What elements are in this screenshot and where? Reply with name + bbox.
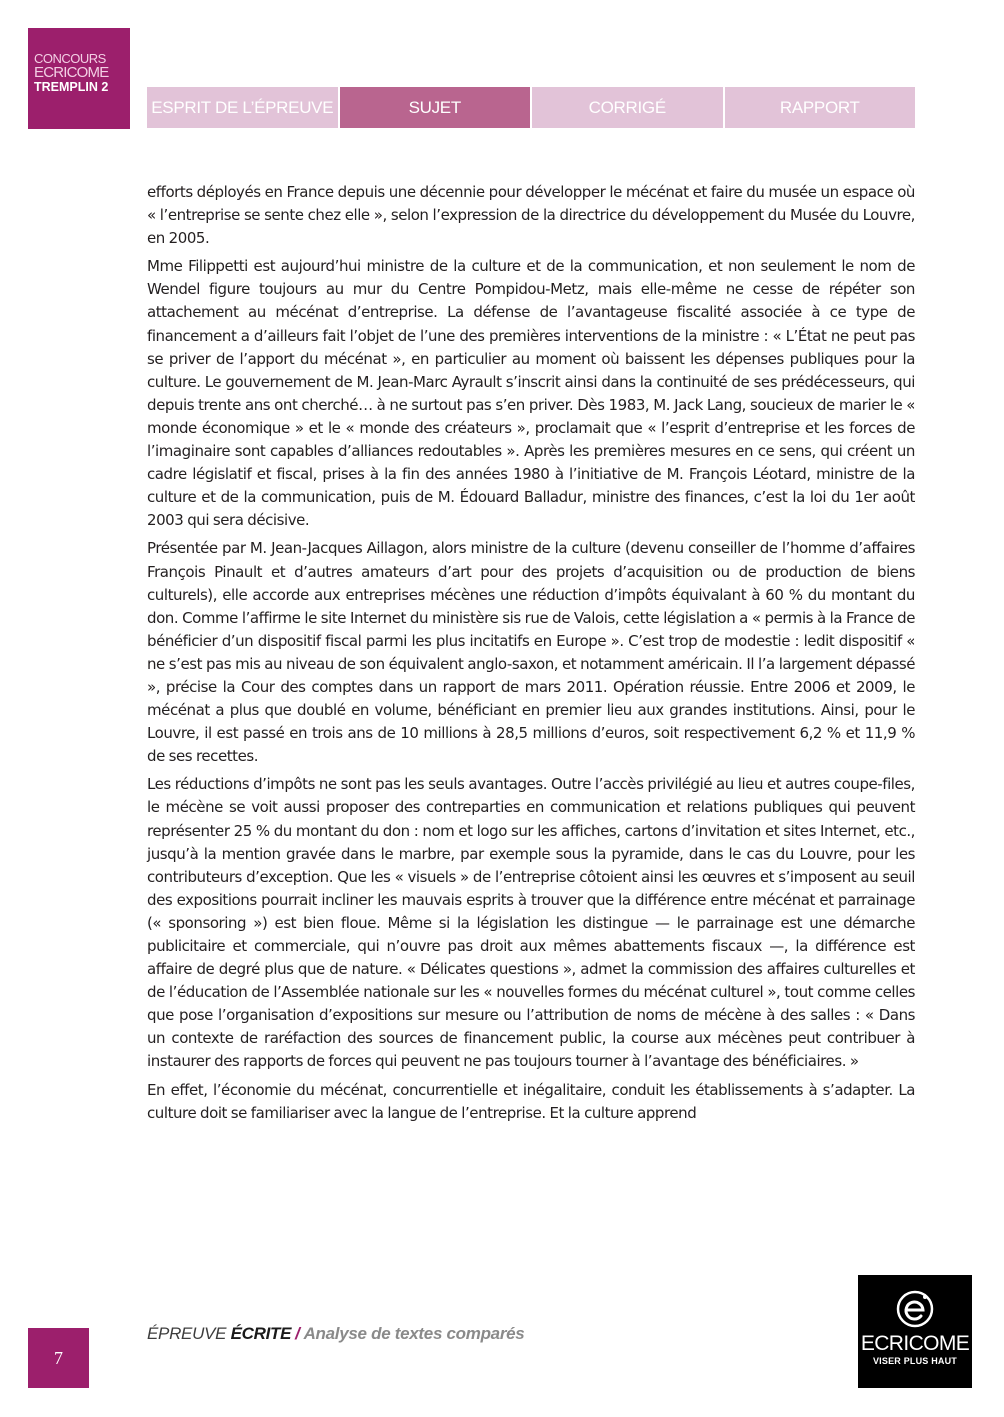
paragraph: En effet, l’économie du mécénat, concurrentielle et inégalitaire, conduit les établissements à s’adapter. La culture doit se familiariser avec la langue de l’entreprise. Et la culture apprend [147, 1080, 915, 1122]
footer-title [147, 1324, 524, 1344]
footer-subtitle: Analyse de textes comparés [303, 1324, 525, 1343]
brand-line-ecricome: ECRICOME [34, 64, 109, 81]
paragraph: efforts déployés en France depuis une décennie pour développer le mécénat et faire du musée un espace où « l’entreprise se sente chez elle », selon l’expression de la directrice du développement du Musée du Louvre, en 2005. [147, 183, 915, 248]
tab-sujet[interactable]: SUJET [340, 87, 531, 128]
concours-brand-box [28, 28, 130, 129]
document-body [147, 181, 915, 1130]
ecricome-logo [858, 1275, 972, 1388]
footer-slash: / [295, 1324, 300, 1343]
footer-prefix: ÉPREUVE [147, 1324, 227, 1343]
tab-rapport[interactable]: RAPPORT [725, 87, 916, 128]
brand-line-concours: CONCOURS [34, 51, 106, 66]
paragraph: Présentée par M. Jean-Jacques Aillagon, alors ministre de la culture (devenu conseiller de l’homme d’affaires François Pinault et d’autres amateurs d’art pour des projets d’acquisition ou de production de biens culturels), elle accorde aux entreprises mécènes une réduction d’impôts équivalant à 60 % du montant du don. Comme l’affirme le site Internet du ministère sis rue de Valois, cette législation a « permis à la France de bénéficier d’un dispositif fiscal parmi les plus incitatifs en Europe ». C’est trop de modestie : ledit dispositif « ne s’est pas mis au niveau de son équivalent anglo-saxon, et notamment américain. Il l’a largement dépassé », précise la Cour des comptes dans un rapport de mars 2011. Opération réussie. Entre 2006 et 2009, le mécénat a plus que doublé en volume, bénéficiant en premier lieu aux grandes institutions. Ainsi, pour le Louvre, il est passé en trois ans de 10 millions à 28,5 millions d’euros, soit respectivement 6,2 % et 11,9 % de ses recettes. [147, 539, 915, 766]
paragraph: Les réductions d’impôts ne sont pas les seuls avantages. Outre l’accès privilégié au lieu et autres coupe-files, le mécène se voit aussi proposer des contreparties en communication et relations publiques qui peuvent représenter 25 % du montant du don : nom et logo sur les affiches, cartons d’invitation et sites Internet, etc., jusqu’à la mention gravée dans le marbre, par exemple sous la pyramide, dans le cas du Louvre, pour les contributeurs d’exception. Que les « visuels » de l’entreprise côtoient ainsi les œuvres et s’imposent au seuil des expositions pourrait incliner les mauvais esprits à trouver que la différence entre mécénat et parrainage (« sponsoring ») est bien floue. Même si la législation les distingue — le parrainage est une démarche publicitaire et commerciale, qui n’ouvre pas droit aux mêmes abattements fiscaux —, la différence est affaire de degré plus que de nature. « Délicates questions », admet la commission des affaires culturelles et de l’éducation de l’Assemblée nationale sur les « nouvelles formes du mécénat culturel », tout comme celles que pose l’organisation d’expositions sur mesure ou l’attribution de noms de mécène à des salles : « Dans un contexte de raréfaction des sources de financement public, la course aux mécènes peut contribuer à instaurer des rapports de forces qui peuvent ne pas toujours tourner à l’avantage des bénéficiaires. » [147, 775, 915, 1071]
page-number: 7 [28, 1328, 89, 1388]
logo-name: ECRICOME [860, 1332, 970, 1355]
paragraph: Mme Filippetti est aujourd’hui ministre de la culture et de la communication, et non seulement le nom de Wendel figure toujours au mur du Centre Pompidou-Metz, mais elle-même ne cesse de répéter son attachement au mécénat d’entreprise. La défense de l’avantageuse fiscalité associée à ce type de financement a d’ailleurs fait l’objet de l’une des premières interventions de la ministre : « L’État ne peut pas se priver de l’apport du mécénat », en particulier au moment où baissent les dépenses publiques pour la culture. Le gouvernement de M. Jean-Marc Ayrault s’inscrit ainsi dans la continuité de ses prédécesseurs, qui depuis trente ans ont cherché… à ne surtout pas s’en priver. Dès 1983, M. Jack Lang, soucieux de marier le « monde économique » et le « monde des créateurs », proclamait que « l’esprit d’entreprise et les forces de l’imaginaire sont capables d’alliances redoutables ». Après les premières mesures en ce sens, qui créent un cadre législatif et fiscal, prises à la fin des années 1980 à l’initiative de M. François Léotard, ministre de la culture et de la communication, puis de M. Édouard Balladur, ministre des finances, c’est la loi du 1er août 2003 qui sera décisive. [147, 257, 915, 530]
section-tabs [147, 87, 915, 128]
footer-bold: ÉCRITE [230, 1324, 292, 1343]
tab-corrige[interactable]: CORRIGÉ [532, 87, 723, 128]
logo-tagline: VISER PLUS HAUT [872, 1356, 957, 1366]
brand-line-tremplin: TREMPLIN 2 [34, 80, 109, 94]
ecricome-e-icon [895, 1289, 935, 1329]
tab-esprit-epreuve[interactable]: ESPRIT DE L’ÉPREUVE [147, 87, 338, 128]
